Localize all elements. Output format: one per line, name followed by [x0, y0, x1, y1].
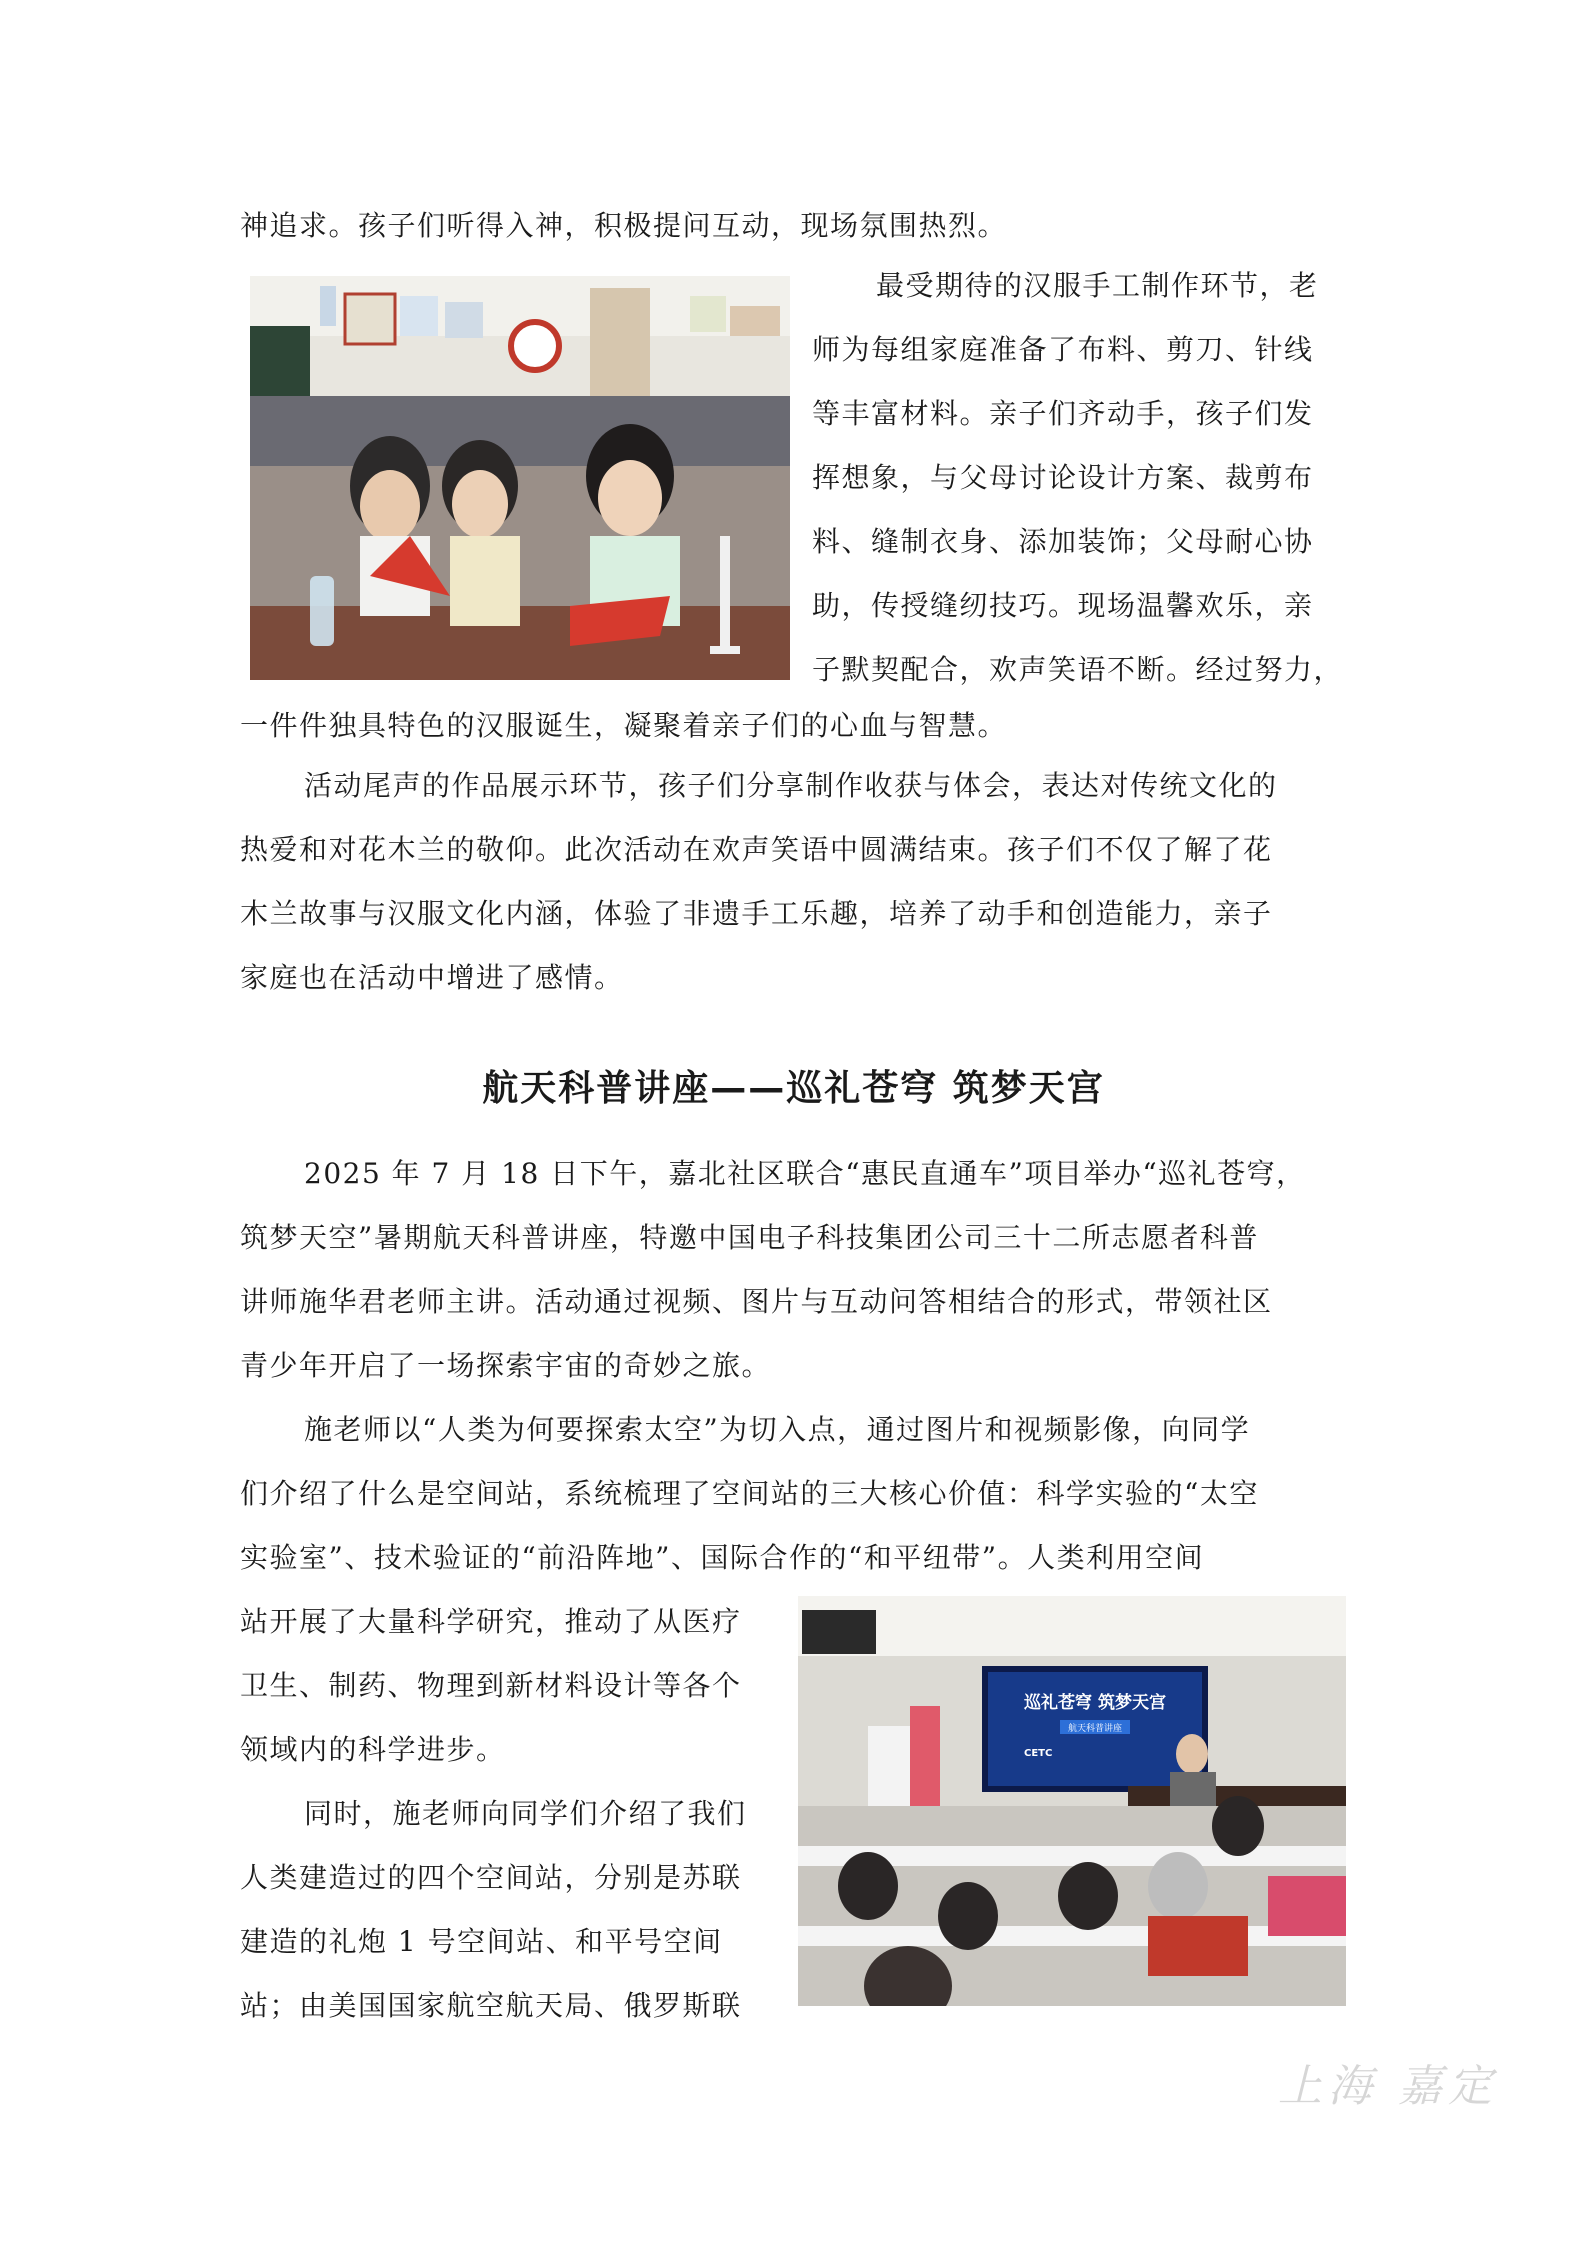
paragraph-line: 同时，施老师向同学们介绍了我们	[304, 1797, 747, 1830]
section-heading: 航天科普讲座——巡礼苍穹 筑梦天宫	[482, 1068, 1105, 1109]
paragraph-line: 实验室”、技术验证的“前沿阵地”、国际合作的“和平纽带”。人类利用空间	[240, 1541, 1205, 1574]
paragraph-line: 卫生、制药、物理到新材料设计等各个	[240, 1669, 742, 1702]
paragraph-line: 木兰故事与汉服文化内涵，体验了非遗手工乐趣，培养了动手和创造能力，亲子	[240, 897, 1273, 930]
paragraph-line: 家庭也在活动中增进了感情。	[240, 961, 624, 994]
paragraph-line: 青少年开启了一场探索宇宙的奇妙之旅。	[240, 1349, 772, 1382]
paragraph-line: 站开展了大量科学研究，推动了从医疗	[240, 1605, 742, 1638]
space-lecture-photo	[798, 1596, 1346, 2006]
paragraph-line: 一件件独具特色的汉服诞生，凝聚着亲子们的心血与智慧。	[240, 709, 1008, 742]
paragraph-line: 筑梦天空”暑期航天科普讲座，特邀中国电子科技集团公司三十二所志愿者科普	[240, 1221, 1259, 1254]
paragraph-line: 们介绍了什么是空间站，系统梳理了空间站的三大核心价值：科学实验的“太空	[240, 1477, 1259, 1510]
paragraph-line: 子默契配合，欢声笑语不断。经过努力，	[812, 653, 1344, 686]
paragraph-line: 最受期待的汉服手工制作环节，老	[876, 269, 1319, 302]
paragraph-line: 建造的礼炮 1 号空间站、和平号空间	[240, 1925, 723, 1958]
paragraph-line: 挥想象，与父母讨论设计方案、裁剪布	[812, 461, 1314, 494]
paragraph-line: 神追求。孩子们听得入神，积极提问互动，现场氛围热烈。	[240, 209, 1008, 242]
paragraph-line: 活动尾声的作品展示环节，孩子们分享制作收获与体会，表达对传统文化的	[304, 769, 1278, 802]
classroom-craft-photo	[250, 276, 790, 680]
screen-title: 巡礼苍穹 筑梦天宫	[1024, 1693, 1166, 1713]
paragraph-line: 2025 年 7 月 18 日下午，嘉北社区联合“惠民直通车”项目举办“巡礼苍穹，	[304, 1157, 1306, 1190]
screen-subtitle: 航天科普讲座	[1067, 1724, 1123, 1734]
paragraph-line: 讲师施华君老师主讲。活动通过视频、图片与互动问答相结合的形式，带领社区	[240, 1285, 1273, 1318]
paragraph-line: 热爱和对花木兰的敬仰。此次活动在欢声笑语中圆满结束。孩子们不仅了解了花	[240, 833, 1273, 866]
screen-logo: CETC	[1024, 1748, 1053, 1759]
paragraph-line: 料、缝制衣身、添加装饰；父母耐心协	[812, 525, 1314, 558]
paragraph-line: 等丰富材料。亲子们齐动手，孩子们发	[812, 397, 1314, 430]
paragraph-line: 领域内的科学进步。	[240, 1733, 506, 1766]
watermark-logo: 上海 嘉定	[1278, 2061, 1498, 2112]
paragraph-line: 人类建造过的四个空间站，分别是苏联	[240, 1861, 742, 1894]
paragraph-line: 站；由美国国家航空航天局、俄罗斯联	[240, 1989, 742, 2022]
paragraph-line: 师为每组家庭准备了布料、剪刀、针线	[812, 333, 1314, 366]
paragraph-line: 施老师以“人类为何要探索太空”为切入点，通过图片和视频影像，向同学	[304, 1413, 1251, 1446]
paragraph-line: 助，传授缝纫技巧。现场温馨欢乐，亲	[812, 589, 1314, 622]
